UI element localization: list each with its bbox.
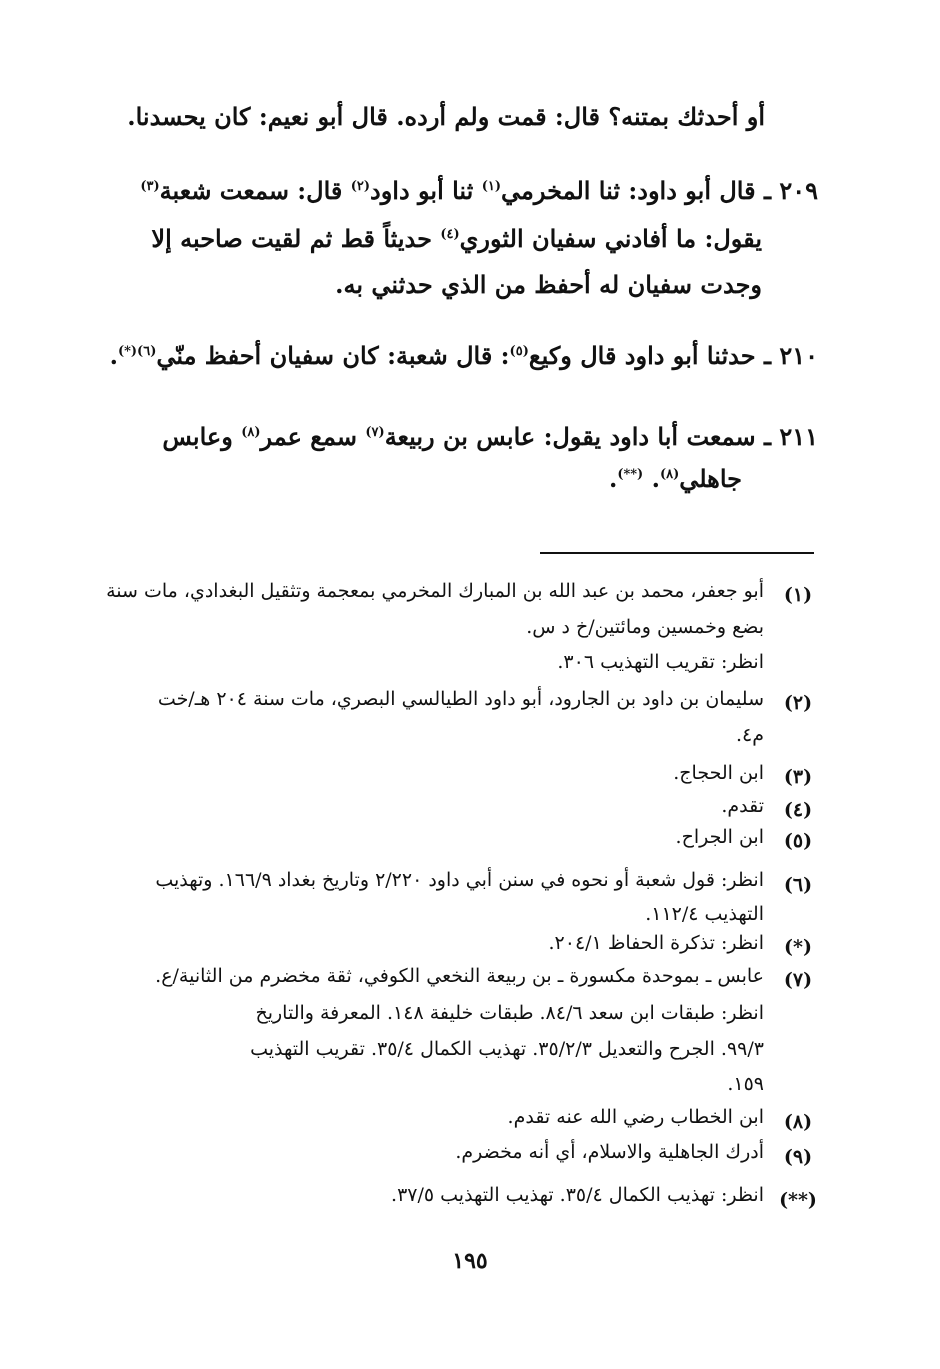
footnote-number: (**)	[779, 1189, 817, 1211]
note-ref: (**)	[617, 467, 644, 482]
note-ref: (٤)	[440, 227, 460, 242]
hadith-209-line-3: وجدت سفيان له أحفظ من الذي حدثني به.	[335, 270, 762, 299]
hadith-number-211: ٢١١ ـ	[763, 422, 818, 451]
hadith-number-210: ٢١٠ ـ	[763, 341, 818, 370]
footnote-number: (٨)	[783, 1111, 813, 1133]
footnote-number: (٩)	[783, 1146, 813, 1168]
footnote-9-line-1: أدرك الجاهلية والاسلام، أي أنه مخضرم.	[455, 1141, 764, 1163]
footnote-number: (٦)	[783, 874, 813, 896]
note-ref: (٥)	[509, 344, 529, 359]
hadith-number-209: ٢٠٩ ـ	[763, 176, 818, 205]
footnote-number: (*)	[784, 936, 812, 958]
footnote-3-line-1: ابن الحجاج.	[673, 762, 764, 784]
hadith-209-line-1: ٢٠٩ ـ قال أبو داود: ثنا المخرمي$^{(١)}$ ثنا أبو داود$^{(٢)}$ قال: سمعت شعبة$^{(٣)}$	[140, 176, 818, 205]
text-line-top: أو أحدثك بمتنه؟ قال: قمت ولم أرده. قال أبو نعيم: كان يحسدنا.	[127, 102, 765, 131]
footnote-number: (٧)	[783, 969, 813, 991]
footnote-7-line-3: ٩٩/٣. الجرح والتعديل ٣٥/٢/٣. تهذيب الكمال ٣٥/٤. تقريب التهذيب	[250, 1038, 764, 1060]
footnote-number: (٤)	[783, 799, 813, 821]
footnote-number: (١)	[783, 584, 813, 606]
footnote-1-line-3: انظر: تقريب التهذيب ٣٠٦.	[557, 651, 764, 673]
footnote-6-line-1: انظر: قول شعبة أو نحوه في سنن أبي داود ٢/٢٢٠ وتاريخ بغداد ١٦٦/٩. وتهذيب	[155, 869, 764, 891]
footnote-2-line-1: سليمان بن داود بن الجارود، أبو داود الطيالسي البصري، مات سنة ٢٠٤ هـ/خت	[157, 688, 764, 710]
footnote-5-line-1: ابن الجراح.	[675, 826, 764, 848]
footnote-number: (٥)	[783, 830, 813, 852]
hadith-209-line-2: يقول: ما أفادني سفيان الثوري$^{(٤)}$ حديثاً قط ثم لقيت صاحبه إلا	[151, 224, 762, 253]
hadith-211-line-1: ٢١١ ـ سمعت أبا داود يقول: عابس بن ربيعة$^{(٧)}$ سمع عمر$^{(٨)}$ وعابس	[162, 422, 818, 451]
footnote-double-star-line-1: انظر: تهذيب الكمال ٣٥/٤. تهذيب التهذيب ٣٧/٥.	[391, 1184, 764, 1206]
footnote-number: (٢)	[783, 692, 813, 714]
footnote-7-line-2: انظر: طبقات ابن سعد ٨٤/٦. طبقات خليفة ١٤٨. المعرفة والتاريخ	[255, 1002, 764, 1024]
note-ref: (٨)	[659, 467, 680, 482]
footnote-4-line-1: تقدم.	[721, 795, 764, 817]
footnote-7-line-1: عابس ـ بموحدة مكسورة ـ بن ربيعة النخعي الكوفي، ثقة مخضرم من الثانية/ع.	[155, 965, 764, 987]
note-ref: (١)	[481, 179, 501, 194]
footnote-7-line-4: ١٥٩.	[727, 1073, 764, 1095]
note-ref: (٣)	[140, 179, 160, 194]
note-ref: (٧)	[365, 425, 385, 440]
footnote-separator	[540, 552, 814, 554]
hadith-211-line-2: جاهلي$^{(٨)}$. (**).	[608, 464, 742, 493]
footnote-8-line-1: ابن الخطاب رضي الله عنه تقدم.	[507, 1106, 764, 1128]
page-number: ١٩٥	[452, 1248, 488, 1274]
note-ref: (٨)	[241, 425, 261, 440]
footnote-star-line-1: انظر: تذكرة الحفاظ ٢٠٤/١.	[548, 932, 764, 954]
hadith-210-line-1: ٢١٠ ـ حدثنا أبو داود قال وكيع$^{(٥)}$: قال شعبة: كان سفيان أحفظ منّي$^{(٦)(*)}$.	[109, 341, 818, 370]
footnote-number: (٣)	[783, 766, 813, 788]
note-ref: (٦)(*)	[117, 344, 157, 359]
footnote-1-line-2: بضع وخمسين ومائتين/خ د س.	[526, 616, 764, 638]
note-ref: (٢)	[350, 179, 371, 194]
footnote-6-line-2: التهذيب ١١٢/٤.	[645, 903, 764, 925]
footnote-1-line-1: أبو جعفر، محمد بن عبد الله بن المبارك المخرمي بمعجمة وتثقيل البغدادي، مات سنة	[106, 580, 764, 602]
footnote-2-line-2: م٤.	[735, 724, 764, 746]
